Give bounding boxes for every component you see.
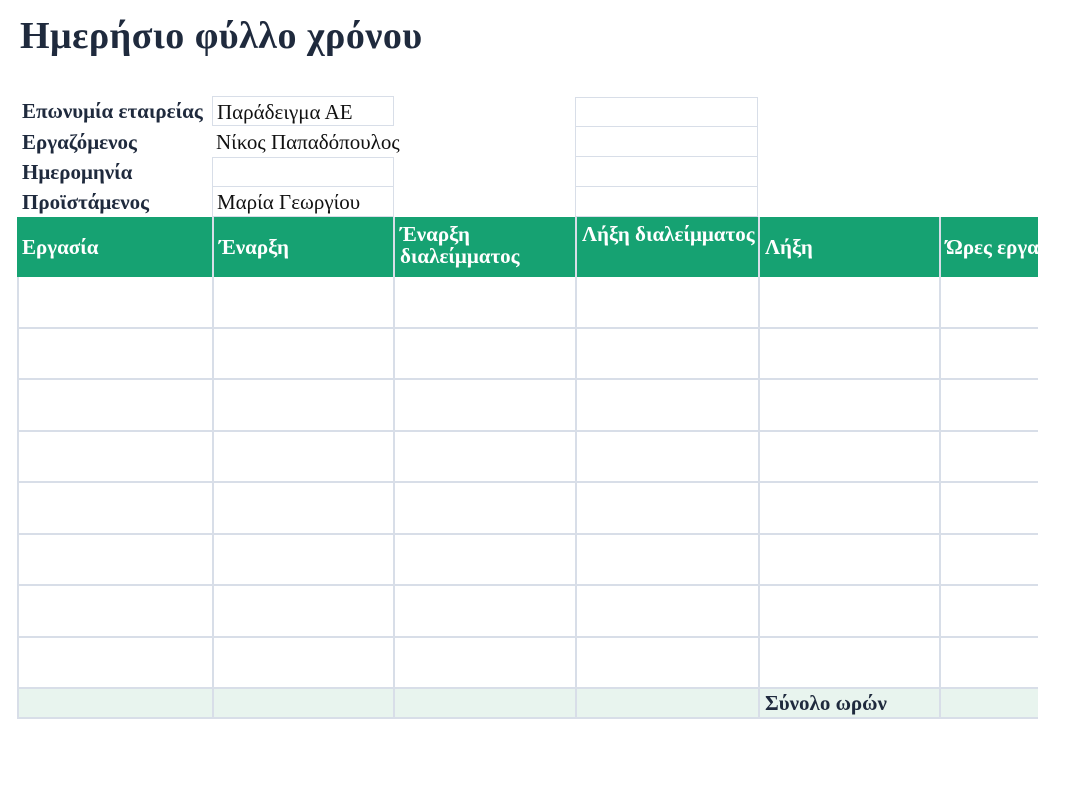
page-title: Ημερήσιο φύλλο χρόνου <box>20 15 423 57</box>
cell-task[interactable] <box>17 329 212 379</box>
header-end: Λήξη <box>758 217 939 277</box>
cell-break-start[interactable] <box>393 277 575 327</box>
total-row <box>17 689 1038 719</box>
table-row <box>17 329 1038 381</box>
table-row <box>17 380 1038 432</box>
side-cell[interactable] <box>575 127 758 157</box>
cell-hours[interactable] <box>939 277 1038 327</box>
cell-hours[interactable] <box>939 638 1038 688</box>
company-value-cell[interactable]: Παράδειγμα ΑΕ <box>212 96 394 126</box>
table-row <box>17 586 1038 638</box>
table-header-row <box>17 217 1077 277</box>
cell-task[interactable] <box>17 535 212 585</box>
cell-break-end[interactable] <box>575 380 758 430</box>
side-cell[interactable] <box>575 97 758 127</box>
cell-end[interactable] <box>758 535 939 585</box>
cell-task[interactable] <box>17 380 212 430</box>
cell-break-start[interactable] <box>393 638 575 688</box>
side-cell[interactable] <box>575 157 758 187</box>
cell-start[interactable] <box>212 586 393 636</box>
cell-end[interactable] <box>758 380 939 430</box>
cell-break-start[interactable] <box>393 586 575 636</box>
cell-end[interactable] <box>758 586 939 636</box>
table-row <box>17 638 1038 690</box>
header-start: Έναρξη <box>212 217 393 277</box>
cell-break-end[interactable] <box>575 638 758 688</box>
table-row <box>17 277 1038 329</box>
total-hours-label: Σύνολο ωρών <box>758 689 939 717</box>
cell-hours[interactable] <box>939 586 1038 636</box>
cell-break-end[interactable] <box>575 329 758 379</box>
cell-break-end[interactable] <box>575 483 758 533</box>
cell-start[interactable] <box>212 329 393 379</box>
cell-end[interactable] <box>758 277 939 327</box>
cell-start[interactable] <box>212 277 393 327</box>
cell-break-end[interactable] <box>575 277 758 327</box>
cell-task[interactable] <box>17 432 212 482</box>
table-row <box>17 432 1038 484</box>
header-break-start: Έναρξη διαλείμματος <box>393 217 575 277</box>
header-break-end: Λήξη διαλείμματος <box>575 217 758 277</box>
total-cell[interactable] <box>212 689 393 717</box>
cell-hours[interactable] <box>939 535 1038 585</box>
cell-start[interactable] <box>212 483 393 533</box>
supervisor-label: Προϊστάμενος <box>22 190 150 214</box>
header-hours: Ώρες εργασίας <box>939 217 1038 277</box>
cell-break-start[interactable] <box>393 483 575 533</box>
cell-hours[interactable] <box>939 329 1038 379</box>
cell-break-start[interactable] <box>393 380 575 430</box>
cell-task[interactable] <box>17 586 212 636</box>
cell-start[interactable] <box>212 638 393 688</box>
date-value-cell[interactable] <box>212 157 394 187</box>
company-label: Επωνυμία εταιρείας <box>22 99 203 123</box>
cell-break-start[interactable] <box>393 535 575 585</box>
employee-value-cell[interactable]: Νίκος Παπαδόπουλος <box>216 130 400 154</box>
cell-start[interactable] <box>212 432 393 482</box>
cell-break-start[interactable] <box>393 329 575 379</box>
header-task: Εργασία <box>22 235 99 259</box>
total-hours-value[interactable] <box>939 689 1038 717</box>
total-cell[interactable] <box>393 689 575 717</box>
cell-task[interactable] <box>17 638 212 688</box>
total-cell[interactable] <box>17 689 212 717</box>
cell-end[interactable] <box>758 483 939 533</box>
cell-hours[interactable] <box>939 432 1038 482</box>
supervisor-value-cell[interactable]: Μαρία Γεωργίου <box>212 187 394 217</box>
cell-break-end[interactable] <box>575 535 758 585</box>
cell-end[interactable] <box>758 638 939 688</box>
cell-break-start[interactable] <box>393 432 575 482</box>
cell-task[interactable] <box>17 483 212 533</box>
side-cell[interactable] <box>575 187 758 217</box>
cell-break-end[interactable] <box>575 432 758 482</box>
total-cell[interactable] <box>575 689 758 717</box>
table-row <box>17 483 1038 535</box>
cell-break-end[interactable] <box>575 586 758 636</box>
cell-start[interactable] <box>212 380 393 430</box>
cell-end[interactable] <box>758 329 939 379</box>
cell-hours[interactable] <box>939 483 1038 533</box>
table-row <box>17 535 1038 587</box>
cell-end[interactable] <box>758 432 939 482</box>
cell-task[interactable] <box>17 277 212 327</box>
cell-start[interactable] <box>212 535 393 585</box>
cell-hours[interactable] <box>939 380 1038 430</box>
employee-label: Εργαζόμενος <box>22 130 137 154</box>
date-label: Ημερομηνία <box>22 160 133 184</box>
